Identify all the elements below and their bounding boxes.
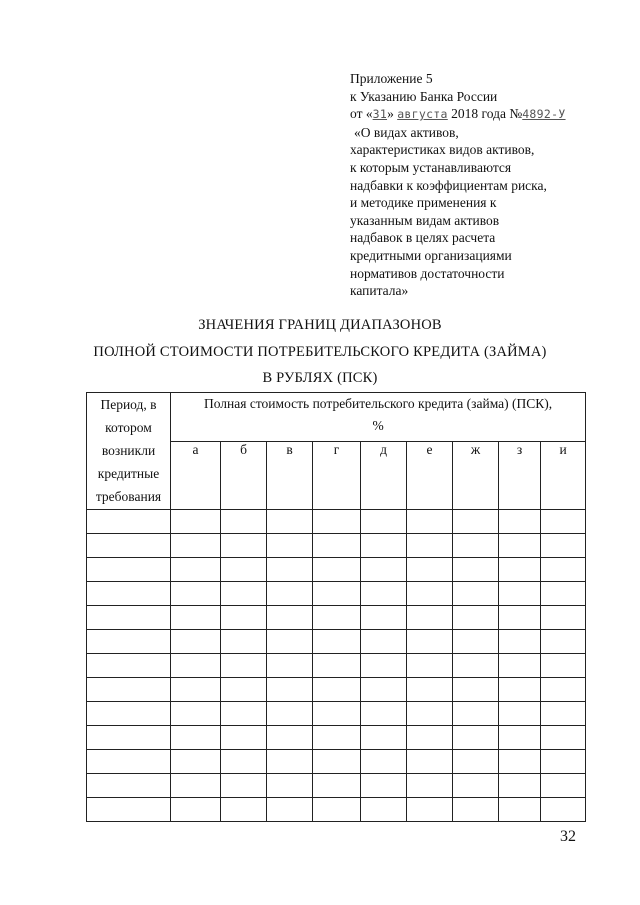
value-cell bbox=[499, 678, 541, 702]
value-cell bbox=[453, 654, 499, 678]
value-cell bbox=[221, 510, 267, 534]
value-cell bbox=[361, 606, 407, 630]
date-quote-close: » bbox=[387, 106, 394, 122]
value-cell bbox=[171, 702, 221, 726]
value-cell bbox=[453, 774, 499, 798]
period-header-cell bbox=[87, 393, 171, 510]
value-cell bbox=[453, 798, 499, 822]
value-cell bbox=[313, 774, 361, 798]
value-cell bbox=[313, 558, 361, 582]
value-cell bbox=[267, 726, 313, 750]
value-cell bbox=[541, 558, 586, 582]
value-cell bbox=[267, 606, 313, 630]
value-cell bbox=[313, 678, 361, 702]
value-cell bbox=[221, 774, 267, 798]
appendix-title: Приложение 5 bbox=[350, 71, 433, 86]
period-cell bbox=[87, 798, 171, 822]
value-cell bbox=[267, 510, 313, 534]
value-cell bbox=[361, 798, 407, 822]
column-header: ж bbox=[453, 442, 499, 510]
value-cell bbox=[407, 678, 453, 702]
table-row bbox=[87, 702, 586, 726]
value-cell bbox=[499, 606, 541, 630]
value-cell bbox=[221, 534, 267, 558]
value-cell bbox=[541, 726, 586, 750]
appendix-line: капитала» bbox=[350, 283, 409, 299]
value-cell bbox=[313, 798, 361, 822]
value-cell bbox=[453, 678, 499, 702]
table-row bbox=[87, 534, 586, 558]
value-cell bbox=[499, 654, 541, 678]
value-cell bbox=[221, 798, 267, 822]
page-title-line-1: ЗНАЧЕНИЯ ГРАНИЦ ДИАПАЗОНОВ bbox=[198, 317, 442, 333]
value-cell bbox=[499, 798, 541, 822]
value-cell bbox=[499, 510, 541, 534]
value-cell bbox=[407, 774, 453, 798]
value-cell bbox=[499, 558, 541, 582]
appendix-line: к которым устанавливаются bbox=[350, 159, 512, 175]
value-cell bbox=[453, 702, 499, 726]
value-cell bbox=[171, 558, 221, 582]
value-cell bbox=[313, 726, 361, 750]
page-number: 32 bbox=[560, 828, 576, 845]
value-cell bbox=[267, 750, 313, 774]
value-cell bbox=[221, 630, 267, 654]
value-cell bbox=[171, 534, 221, 558]
period-header-line: кредитные bbox=[97, 466, 160, 481]
value-cell bbox=[221, 678, 267, 702]
value-cell bbox=[541, 678, 586, 702]
value-cell bbox=[221, 750, 267, 774]
value-cell bbox=[541, 582, 586, 606]
value-cell bbox=[361, 582, 407, 606]
value-cell bbox=[221, 702, 267, 726]
value-cell bbox=[361, 750, 407, 774]
doc-number: 4892-У bbox=[522, 107, 566, 122]
value-cell bbox=[221, 606, 267, 630]
value-cell bbox=[171, 750, 221, 774]
value-cell bbox=[453, 630, 499, 654]
psk-header-unit: % bbox=[372, 418, 384, 433]
value-cell bbox=[407, 606, 453, 630]
psk-table bbox=[86, 392, 586, 822]
period-header-line: Период, в bbox=[100, 397, 157, 412]
appendix-line: кредитными организациями bbox=[350, 247, 512, 263]
column-header: б bbox=[221, 442, 267, 510]
value-cell bbox=[171, 774, 221, 798]
period-header-line: требования bbox=[95, 489, 162, 504]
value-cell bbox=[267, 582, 313, 606]
value-cell bbox=[541, 654, 586, 678]
value-cell bbox=[541, 774, 586, 798]
table-row bbox=[87, 510, 586, 534]
appendix-line: характеристиках видов активов, bbox=[350, 142, 535, 158]
value-cell bbox=[313, 702, 361, 726]
value-cell bbox=[361, 726, 407, 750]
appendix-reference: к Указанию Банка России bbox=[350, 88, 498, 104]
value-cell bbox=[407, 630, 453, 654]
table-row bbox=[87, 678, 586, 702]
period-cell bbox=[87, 534, 171, 558]
value-cell bbox=[221, 726, 267, 750]
value-cell bbox=[313, 582, 361, 606]
value-cell bbox=[267, 654, 313, 678]
date-prefix: от « bbox=[350, 106, 373, 122]
value-cell bbox=[313, 654, 361, 678]
value-cell bbox=[221, 654, 267, 678]
value-cell bbox=[407, 750, 453, 774]
value-cell bbox=[499, 582, 541, 606]
value-cell bbox=[267, 702, 313, 726]
period-cell bbox=[87, 558, 171, 582]
value-cell bbox=[499, 774, 541, 798]
column-header: г bbox=[313, 442, 361, 510]
value-cell bbox=[541, 606, 586, 630]
table-row bbox=[87, 558, 586, 582]
table-row bbox=[87, 582, 586, 606]
table-header-row bbox=[87, 393, 586, 442]
value-cell bbox=[171, 606, 221, 630]
date-month: августа bbox=[397, 107, 448, 122]
table-row bbox=[87, 774, 586, 798]
value-cell bbox=[267, 534, 313, 558]
value-cell bbox=[499, 726, 541, 750]
value-cell bbox=[171, 630, 221, 654]
column-header: а bbox=[171, 442, 221, 510]
value-cell bbox=[267, 798, 313, 822]
appendix-line: «О видах активов, bbox=[354, 124, 459, 140]
value-cell bbox=[267, 558, 313, 582]
value-cell bbox=[313, 630, 361, 654]
value-cell bbox=[361, 702, 407, 726]
date-year: 2018 года № bbox=[451, 106, 523, 122]
appendix-block bbox=[350, 70, 620, 300]
value-cell bbox=[361, 558, 407, 582]
period-cell bbox=[87, 726, 171, 750]
table-row bbox=[87, 750, 586, 774]
value-cell bbox=[171, 726, 221, 750]
value-cell bbox=[313, 534, 361, 558]
column-header: и bbox=[541, 442, 586, 510]
column-header: з bbox=[499, 442, 541, 510]
value-cell bbox=[361, 678, 407, 702]
value-cell bbox=[171, 510, 221, 534]
appendix-line: и методике применения к bbox=[350, 195, 497, 211]
period-cell bbox=[87, 606, 171, 630]
value-cell bbox=[361, 534, 407, 558]
value-cell bbox=[541, 534, 586, 558]
appendix-line: надбавки к коэффициентам риска, bbox=[350, 177, 547, 193]
value-cell bbox=[453, 510, 499, 534]
value-cell bbox=[267, 774, 313, 798]
column-header: д bbox=[361, 442, 407, 510]
value-cell bbox=[407, 798, 453, 822]
column-header: е bbox=[407, 442, 453, 510]
page-title-line-3: В РУБЛЯХ (ПСК) bbox=[262, 370, 378, 386]
period-cell bbox=[87, 678, 171, 702]
value-cell bbox=[361, 630, 407, 654]
psk-header-cell bbox=[171, 393, 586, 442]
period-cell bbox=[87, 510, 171, 534]
value-cell bbox=[499, 750, 541, 774]
value-cell bbox=[453, 558, 499, 582]
value-cell bbox=[407, 726, 453, 750]
period-header-line: котором bbox=[105, 420, 152, 435]
value-cell bbox=[453, 534, 499, 558]
value-cell bbox=[361, 774, 407, 798]
value-cell bbox=[171, 654, 221, 678]
value-cell bbox=[171, 582, 221, 606]
value-cell bbox=[407, 702, 453, 726]
value-cell bbox=[171, 678, 221, 702]
value-cell bbox=[407, 510, 453, 534]
value-cell bbox=[313, 510, 361, 534]
value-cell bbox=[313, 750, 361, 774]
table-row bbox=[87, 798, 586, 822]
period-header-line: возникли bbox=[101, 443, 156, 458]
period-cell bbox=[87, 654, 171, 678]
value-cell bbox=[541, 702, 586, 726]
appendix-date-line bbox=[350, 105, 620, 124]
period-cell bbox=[87, 630, 171, 654]
value-cell bbox=[171, 798, 221, 822]
value-cell bbox=[541, 798, 586, 822]
value-cell bbox=[499, 534, 541, 558]
value-cell bbox=[221, 582, 267, 606]
value-cell bbox=[499, 630, 541, 654]
value-cell bbox=[541, 510, 586, 534]
table-body bbox=[87, 510, 586, 822]
value-cell bbox=[221, 558, 267, 582]
appendix-line: нормативов достаточности bbox=[350, 265, 505, 281]
value-cell bbox=[453, 582, 499, 606]
psk-header-text: Полная стоимость потребительского кредита (займа) (ПСК), bbox=[203, 396, 553, 411]
value-cell bbox=[407, 558, 453, 582]
value-cell bbox=[407, 582, 453, 606]
value-cell bbox=[313, 606, 361, 630]
period-cell bbox=[87, 750, 171, 774]
date-day: 31 bbox=[372, 107, 388, 122]
appendix-line: надбавок в целях расчета bbox=[350, 230, 496, 246]
period-cell bbox=[87, 582, 171, 606]
value-cell bbox=[407, 534, 453, 558]
value-cell bbox=[407, 654, 453, 678]
value-cell bbox=[361, 654, 407, 678]
column-header: в bbox=[267, 442, 313, 510]
value-cell bbox=[541, 630, 586, 654]
table-row bbox=[87, 654, 586, 678]
value-cell bbox=[453, 606, 499, 630]
table-row bbox=[87, 630, 586, 654]
period-cell bbox=[87, 702, 171, 726]
value-cell bbox=[499, 702, 541, 726]
value-cell bbox=[453, 726, 499, 750]
value-cell bbox=[541, 750, 586, 774]
page-title-line-2: ПОЛНОЙ СТОИМОСТИ ПОТРЕБИТЕЛЬСКОГО КРЕДИТА (ЗАЙМА) bbox=[93, 344, 547, 360]
table-row bbox=[87, 726, 586, 750]
value-cell bbox=[361, 510, 407, 534]
value-cell bbox=[267, 678, 313, 702]
value-cell bbox=[267, 630, 313, 654]
period-cell bbox=[87, 774, 171, 798]
value-cell bbox=[453, 750, 499, 774]
table-row bbox=[87, 606, 586, 630]
appendix-line: указанным видам активов bbox=[350, 212, 500, 228]
